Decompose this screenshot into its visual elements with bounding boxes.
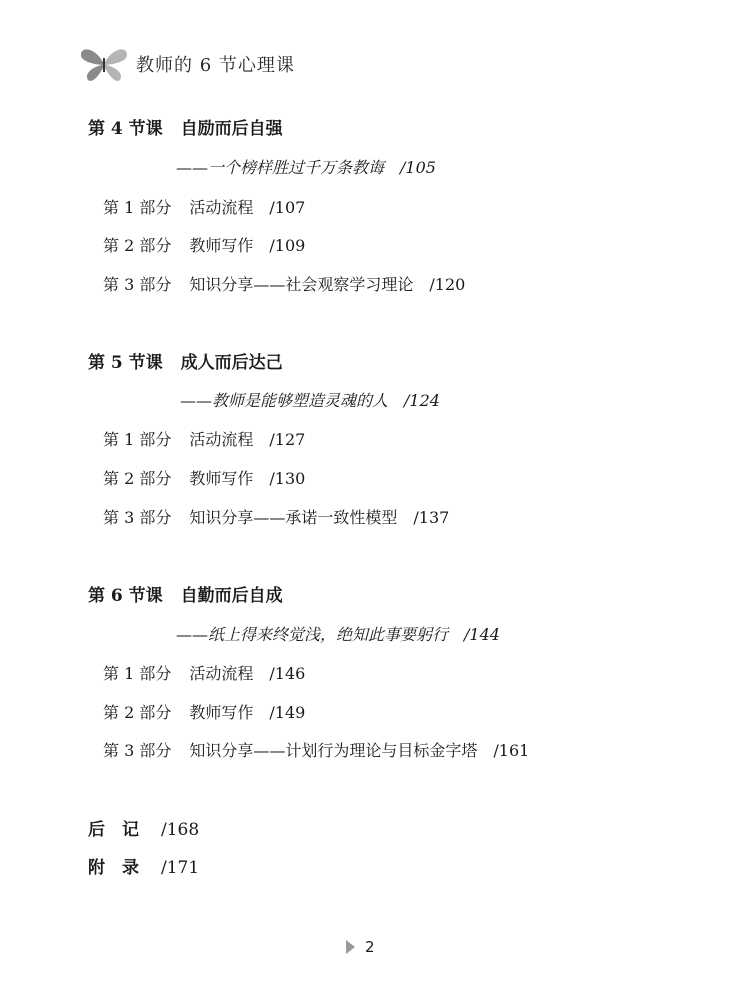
page-ref: /127	[269, 430, 306, 449]
lesson-title: 自励而后自强	[180, 119, 283, 139]
part-title: 知识分享——承诺一致性模型	[189, 508, 398, 527]
part-label: 第 3 部分	[103, 741, 172, 760]
triangle-marker-icon	[346, 940, 355, 954]
part-label: 第 2 部分	[103, 469, 172, 488]
toc-part-entry[interactable]	[103, 743, 529, 759]
lesson-label: 第 6 节课	[88, 586, 163, 606]
lesson-title: 成人而后达己	[180, 353, 283, 373]
page-number	[346, 938, 375, 956]
toc-part-entry[interactable]	[103, 510, 449, 526]
part-title: 知识分享——计划行为理论与目标金字塔	[189, 741, 478, 760]
toc-part-entry[interactable]	[103, 471, 305, 487]
part-title: 活动流程	[189, 664, 254, 683]
page-ref: /171	[161, 858, 200, 878]
lesson-4-heading[interactable]	[88, 121, 283, 138]
page-number-text: 2	[365, 938, 375, 956]
part-label: 第 1 部分	[103, 198, 172, 217]
lesson-subtitle: ——一个榜样胜过千万条教诲	[176, 158, 385, 177]
lesson-label: 第 5 节课	[88, 353, 163, 373]
lesson-subtitle: ——纸上得来终觉浅，绝知此事要躬行	[176, 625, 449, 644]
toc-appendix-entry[interactable]	[88, 860, 199, 877]
page-ref: /105	[400, 158, 436, 177]
toc-part-entry[interactable]	[103, 705, 305, 721]
toc-part-entry[interactable]	[103, 666, 305, 682]
toc-part-entry[interactable]	[103, 200, 305, 216]
lesson-4-subtitle[interactable]	[176, 160, 436, 176]
part-label: 第 3 部分	[103, 508, 172, 527]
lesson-title: 自勤而后自成	[180, 586, 283, 606]
toc-part-entry[interactable]	[103, 238, 305, 254]
page-ref: /161	[493, 741, 530, 760]
part-title: 教师写作	[189, 469, 254, 488]
page-ref: /146	[269, 664, 306, 683]
page-ref: /120	[429, 275, 466, 294]
lesson-6-subtitle[interactable]	[176, 627, 500, 643]
part-label: 第 2 部分	[103, 703, 172, 722]
toc-part-entry[interactable]	[103, 432, 305, 448]
page-ref: /107	[269, 198, 306, 217]
lesson-5-subtitle[interactable]	[180, 393, 440, 409]
afterword-label: 后 记	[88, 820, 139, 840]
toc-afterword-entry[interactable]	[88, 822, 199, 839]
page-ref: /124	[404, 391, 440, 410]
page-ref: /137	[413, 508, 450, 527]
page-ref: /144	[464, 625, 500, 644]
part-title: 知识分享——社会观察学习理论	[189, 275, 414, 294]
butterfly-icon	[78, 44, 130, 84]
part-title: 活动流程	[189, 430, 254, 449]
appendix-label: 附 录	[88, 858, 139, 878]
page-ref: /168	[161, 820, 200, 840]
part-title: 教师写作	[189, 703, 254, 722]
part-title: 教师写作	[189, 236, 254, 255]
part-label: 第 1 部分	[103, 430, 172, 449]
part-label: 第 1 部分	[103, 664, 172, 683]
part-label: 第 3 部分	[103, 275, 172, 294]
lesson-5-heading[interactable]	[88, 355, 283, 372]
header-title: 教师的 6 节心理课	[136, 55, 295, 76]
part-label: 第 2 部分	[103, 236, 172, 255]
page-ref: /109	[269, 236, 306, 255]
toc-part-entry[interactable]	[103, 277, 465, 293]
part-title: 活动流程	[189, 198, 254, 217]
page-ref: /130	[269, 469, 306, 488]
running-header	[78, 44, 295, 84]
lesson-label: 第 4 节课	[88, 119, 163, 139]
lesson-6-heading[interactable]	[88, 588, 283, 605]
page-ref: /149	[269, 703, 306, 722]
lesson-subtitle: ——教师是能够塑造灵魂的人	[180, 391, 389, 410]
